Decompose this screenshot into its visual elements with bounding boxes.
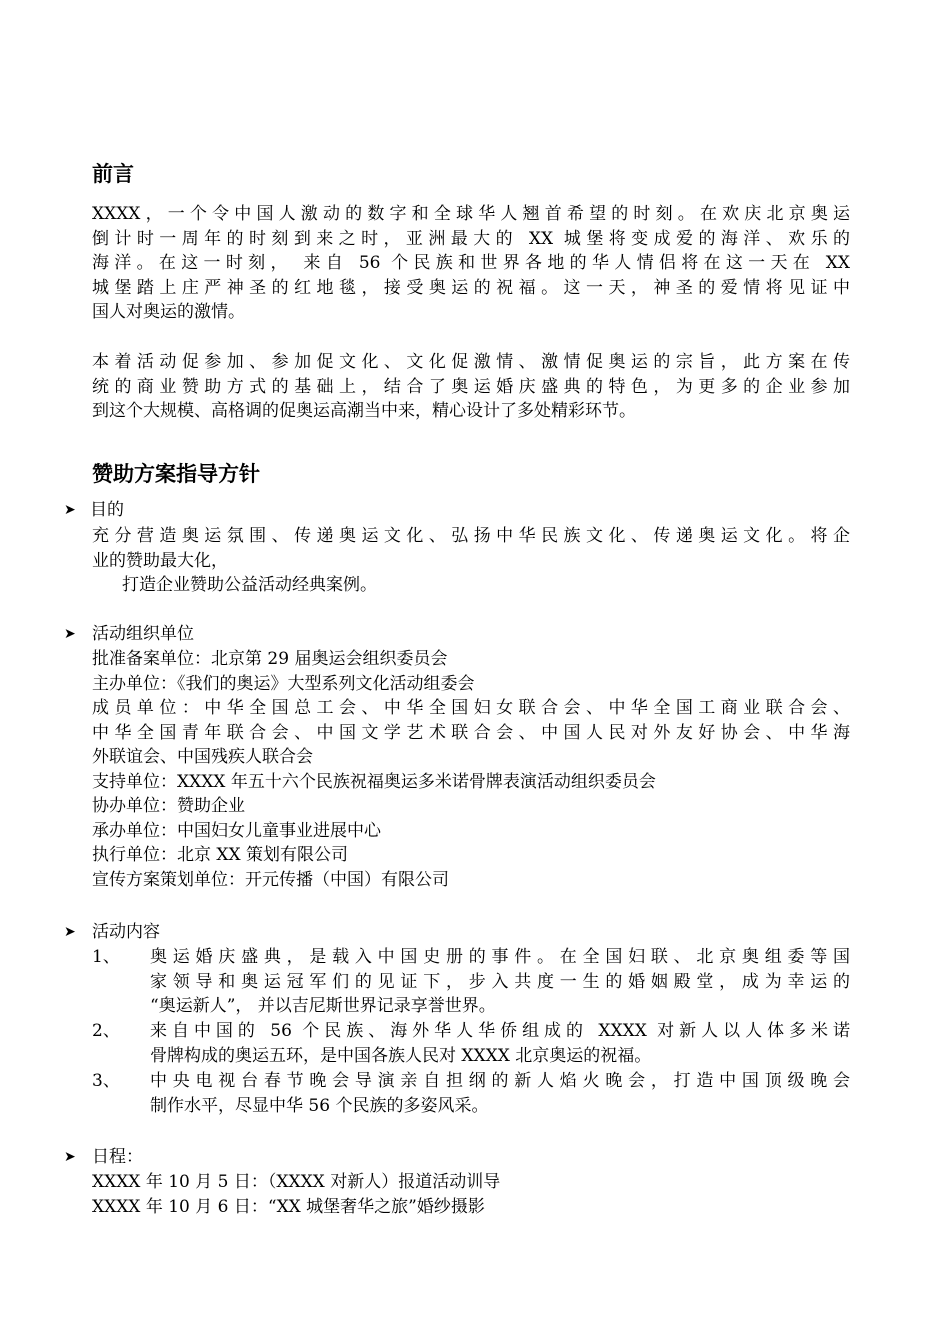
purpose-text <box>92 524 850 598</box>
text-line: 到这个大规模、高格调的促奥运高潮当中来，精心设计了多处精彩环节。 <box>92 401 636 421</box>
text-line: 倒计时一周年的时刻到来之时，亚洲最大的 XX 城堡将变成爱的海洋、欢乐的 <box>92 228 850 249</box>
text-line: XXXX，一个令中国人激动的数字和全球华人翘首希望的时刻。在欢庆北京奥运 <box>92 204 850 224</box>
guideline-heading: 赞助方案指导方针 <box>92 462 260 486</box>
item-text <box>150 1019 850 1068</box>
text-line: 海洋。在这一时刻， 来自 56 个民族和世界各地的华人情侣将在这一天在 XX <box>92 253 850 273</box>
right-arrow-bullet-icon: ➤ <box>64 502 76 518</box>
text-line: 打造企业赞助公益活动经典案例。 <box>122 575 377 595</box>
organizers-label: 活动组织单位 <box>92 624 194 644</box>
schedule-list <box>92 1170 850 1219</box>
text-line: 家领导和奥运冠军们的见证下，步入共度一生的婚姻殿堂，成为幸运的 <box>150 971 850 992</box>
item-text <box>150 1069 850 1118</box>
text-line: 国人对奥运的激情。 <box>92 302 245 322</box>
schedule-label: 日程： <box>92 1147 143 1167</box>
text-line: 奥运婚庆盛典，是载入中国史册的事件。在全国妇联、北京奥组委等国 <box>150 947 850 967</box>
text-line: 主办单位：《我们的奥运》大型系列文化活动组委会 <box>92 673 475 694</box>
text-line: 业的赞助最大化， <box>92 550 228 571</box>
text-line: 中华全国青年联合会、中国文学艺术联合会、中国人民对外友好协会、中华海 <box>92 722 850 743</box>
preface-paragraph-2 <box>92 350 850 424</box>
item-number: 3、 <box>92 1071 120 1091</box>
text-line: 执行单位：北京 XX 策划有限公司 <box>92 845 349 865</box>
item-number: 1、 <box>92 947 120 967</box>
text-line: 宣传方案策划单位：开元传播（中国）有限公司 <box>92 869 449 890</box>
text-line: 骨牌构成的奥运五环，是中国各族人民对 XXXX 北京奥运的祝福。 <box>150 1045 652 1066</box>
right-arrow-bullet-icon: ➤ <box>64 924 76 940</box>
content-item-2 <box>0 1019 950 1069</box>
text-line: 统的商业赞助方式的基础上，结合了奥运婚庆盛典的特色，为更多的企业参加 <box>92 376 850 397</box>
organizers-list <box>92 647 850 892</box>
text-line: 来自中国的 56 个民族、海外华人华侨组成的 XXXX 对新人以人体多米诺 <box>150 1021 850 1041</box>
text-line: XXXX 年 10 月 6 日：“XX 城堡奢华之旅”婚纱摄影 <box>92 1196 485 1217</box>
text-line: “奥运新人”， 并以吉尼斯世界记录享誉世界。 <box>150 996 496 1016</box>
text-line: 本着活动促参加、参加促文化、文化促激情、激情促奥运的宗旨，此方案在传 <box>92 352 850 372</box>
content-item-3 <box>0 1069 950 1119</box>
text-line: 成员单位：中华全国总工会、中华全国妇女联合会、中华全国工商业联合会、 <box>92 698 850 718</box>
item-text <box>150 945 850 1019</box>
right-arrow-bullet-icon: ➤ <box>64 626 76 642</box>
text-line: 支持单位：XXXX 年五十六个民族祝福奥运多米诺骨牌表演活动组织委员会 <box>92 771 656 792</box>
text-line: 中央电视台春节晚会导演亲自担纲的新人焰火晚会，打造中国顶级晚会 <box>150 1071 850 1091</box>
preface-paragraph-1 <box>92 202 850 325</box>
text-line: 批准备案单位：北京第 29 届奥运会组织委员会 <box>92 649 448 669</box>
text-line: 城堡踏上庄严神圣的红地毯，接受奥运的祝福。这一天，神圣的爱情将见证中 <box>92 277 850 298</box>
text-line: XXXX 年 10 月 5 日：（XXXX 对新人）报道活动训导 <box>92 1172 501 1192</box>
item-number: 2、 <box>92 1021 120 1041</box>
text-line: 外联谊会、中国残疾人联合会 <box>92 747 313 767</box>
purpose-label: 目的 <box>90 500 124 520</box>
text-line: 制作水平，尽显中华 56 个民族的多姿风采。 <box>150 1095 489 1116</box>
text-line: 承办单位：中国妇女儿童事业进展中心 <box>92 820 381 841</box>
preface-heading: 前言 <box>92 162 134 186</box>
content-item-1 <box>0 945 950 1020</box>
right-arrow-bullet-icon: ➤ <box>64 1149 76 1165</box>
text-line: 充分营造奥运氛围、传递奥运文化、弘扬中华民族文化、传递奥运文化。将企 <box>92 526 850 546</box>
content-label: 活动内容 <box>92 922 160 942</box>
text-line: 协办单位：赞助企业 <box>92 796 245 816</box>
